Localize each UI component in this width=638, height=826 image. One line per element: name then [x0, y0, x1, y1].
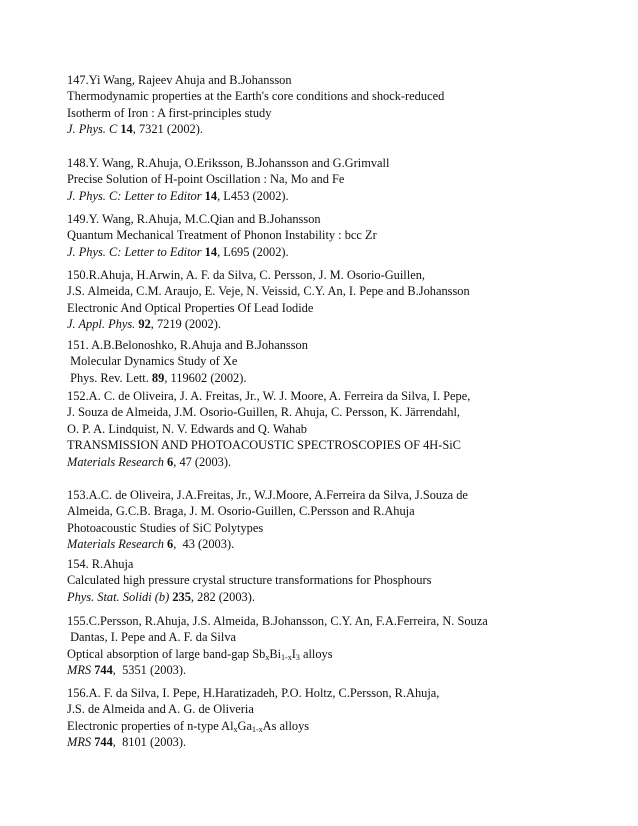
pages-year: , L695 (2002).	[217, 244, 289, 259]
title-text: alloys	[299, 646, 333, 661]
volume-number: 6	[167, 537, 174, 552]
pages-year: , 43 (2003).	[173, 537, 235, 552]
journal-name: J. Phys. C: Letter to Editor	[67, 188, 202, 203]
title-text: Bi	[269, 646, 282, 661]
authors-line: J.S. Almeida, C.M. Araujo, E. Veje, N. Veissid, C.Y. An, I. Pepe and B.Johansson	[67, 284, 470, 299]
citation-line	[67, 536, 627, 552]
publication-entry	[67, 556, 627, 605]
journal-name: MRS	[67, 735, 92, 750]
publication-entry	[67, 487, 627, 553]
citation-line	[67, 370, 627, 386]
citation-line	[67, 121, 627, 137]
title-line	[67, 718, 627, 734]
title-text: Optical absorption of large band-gap Sb	[67, 646, 266, 661]
title-line: Photoacoustic Studies of SiC Polytypes	[67, 520, 264, 535]
authors-line: 147.Yi Wang, Rajeev Ahuja and B.Johansson	[67, 73, 292, 87]
title-line: Thermodynamic properties at the Earth's core conditions and shock-reduced	[67, 89, 445, 104]
authors-line: 153.A.C. de Oliveira, J.A.Freitas, Jr., W.J.Moore, A.Ferreira da Silva, J.Souza de	[67, 488, 468, 502]
authors-line: J.S. de Almeida and A. G. de Oliveria	[67, 702, 254, 717]
journal-name: J. Phys. C	[67, 122, 118, 137]
title-line: Quantum Mechanical Treatment of Phonon Instability : bcc Zr	[67, 228, 377, 243]
journal-name: J. Appl. Phys.	[67, 317, 136, 332]
subscript: x	[265, 652, 270, 662]
volume-number: 89	[151, 370, 165, 385]
volume-number: 14	[120, 122, 133, 137]
pages-year: , 8101 (2003).	[112, 735, 187, 750]
authors-line: O. P. A. Lindquist, N. V. Edwards and Q. Wahab	[67, 421, 307, 436]
subscript: 3	[295, 652, 300, 662]
journal-name: Phys. Rev. Lett.	[67, 370, 149, 385]
citation-line	[67, 662, 627, 678]
subscript: 1-x	[281, 652, 292, 662]
title-line: Isotherm of Iron : A first-principles study	[67, 105, 272, 120]
publication-entry	[67, 685, 627, 751]
volume-number: 235	[172, 589, 191, 604]
volume-number: 744	[94, 663, 113, 678]
pages-year: , 5351 (2003).	[112, 663, 187, 678]
authors-line: 156.A. F. da Silva, I. Pepe, H.Haratizadeh, P.O. Holtz, C.Persson, R.Ahuja,	[67, 686, 440, 700]
citation-line	[67, 316, 627, 332]
pages-year: , 47 (2003).	[173, 454, 232, 469]
title-line: Electronic And Optical Properties Of Lead Iodide	[67, 300, 314, 315]
authors-line: 152.A. C. de Oliveira, J. A. Freitas, Jr., W. J. Moore, A. Ferreira da Silva, I. Pepe,	[67, 389, 471, 403]
volume-number: 744	[94, 735, 113, 750]
title-text: I	[291, 646, 296, 661]
title-line: Calculated high pressure crystal structure transformations for Phosphours	[67, 573, 432, 588]
pages-year: , 7321 (2002).	[132, 122, 203, 137]
title-text: Electronic properties of n-type Al	[67, 718, 234, 733]
publication-entry	[67, 155, 627, 204]
authors-line: Dantas, I. Pepe and A. F. da Silva	[67, 630, 237, 645]
title-text: As alloys	[262, 718, 310, 733]
authors-line: 150.R.Ahuja, H.Arwin, A. F. da Silva, C. Persson, J. M. Osorio-Guillen,	[67, 268, 425, 282]
volume-number: 14	[204, 188, 218, 203]
subscript: 1-x	[251, 724, 263, 734]
authors-line: 154. R.Ahuja	[67, 557, 134, 571]
publication-entry	[67, 613, 627, 679]
journal-name: MRS	[67, 663, 92, 678]
publication-entry	[67, 211, 627, 260]
authors-line: 149.Y. Wang, R.Ahuja, M.C.Qian and B.Johansson	[67, 212, 321, 226]
publication-entry	[67, 267, 627, 333]
citation-line	[67, 454, 627, 470]
volume-number: 6	[167, 454, 174, 469]
subscript: x	[233, 724, 238, 734]
title-line: Molecular Dynamics Study of Xe	[67, 354, 238, 369]
pages-year: , 119602 (2002).	[164, 370, 247, 385]
publication-entry	[67, 337, 627, 386]
citation-line	[67, 188, 627, 204]
volume-number: 14	[204, 244, 218, 259]
authors-line: 148.Y. Wang, R.Ahuja, O.Eriksson, B.Johansson and G.Grimvall	[67, 156, 390, 170]
pages-year: , 7219 (2002).	[150, 317, 221, 332]
pages-year: , L453 (2002).	[217, 188, 289, 203]
authors-line: J. Souza de Almeida, J.M. Osorio-Guillen, R. Ahuja, C. Persson, K. Järrendahl,	[67, 405, 461, 420]
citation-line	[67, 589, 627, 605]
title-line	[67, 646, 627, 662]
title-line: Precise Solution of H-point Oscillation : Na, Mo and Fe	[67, 172, 345, 187]
publication-entry	[67, 72, 627, 138]
journal-name: Materials Research	[67, 454, 164, 469]
authors-line: Almeida, G.C.B. Braga, J. M. Osorio-Guillen, C.Persson and R.Ahuja	[67, 504, 415, 519]
journal-name: Phys. Stat. Solidi (b)	[67, 589, 170, 604]
publication-entry	[67, 388, 627, 470]
citation-line	[67, 244, 627, 260]
authors-line: 151. A.B.Belonoshko, R.Ahuja and B.Johansson	[67, 338, 308, 352]
volume-number: 92	[138, 317, 151, 332]
authors-line: 155.C.Persson, R.Ahuja, J.S. Almeida, B.Johansson, C.Y. An, F.A.Ferreira, N. Souza	[67, 614, 488, 628]
journal-name: J. Phys. C: Letter to Editor	[67, 244, 202, 259]
pages-year: , 282 (2003).	[190, 589, 255, 604]
title-line: TRANSMISSION AND PHOTOACOUSTIC SPECTROSCOPIES OF 4H-SiC	[67, 438, 461, 453]
journal-name: Materials Research	[67, 537, 164, 552]
citation-line	[67, 734, 627, 750]
title-text: Ga	[237, 718, 252, 733]
